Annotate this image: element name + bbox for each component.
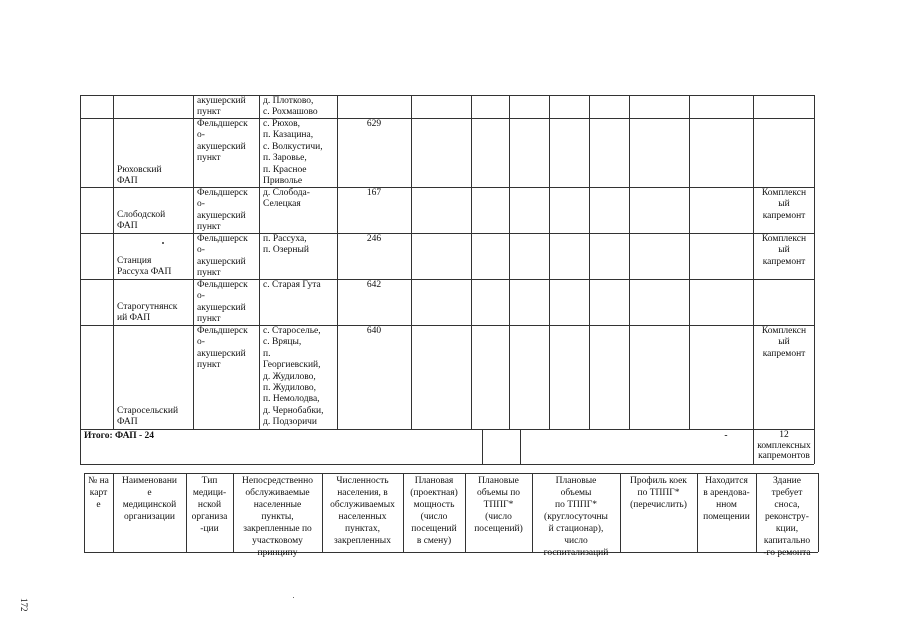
col-header-population: Численность населения, в обслуживаемых населенных пунктах, закрепленных: [330, 476, 395, 546]
facility-name: Слободской ФАП: [117, 210, 166, 232]
repair-note: Комплексн ый капремонт: [761, 326, 807, 359]
col-header-org-type: Тип медици- нской организа -ции: [191, 476, 228, 534]
population: 642: [366, 280, 382, 290]
col-header-capacity: Плановая (проектная) мощность (число посещений в смену): [410, 476, 458, 546]
facility-type: Фельдшерск о- акушерский пункт: [197, 119, 248, 164]
facility-type: Фельдшерск о- акушерский пункт: [197, 234, 248, 279]
settlements: д. Плотково, с. Рохмашово: [263, 96, 318, 118]
col-header-building-repair: Здание требует сноса, реконстру- кции, капитально -го ремонта: [763, 476, 811, 558]
col-header-rented: Находится в арендова- нном помещении: [703, 476, 750, 522]
total-dash: -: [724, 431, 728, 441]
page-number: 172: [19, 598, 29, 612]
population: 629: [366, 119, 382, 129]
col-header-bed-profile: Профиль коек по ТППГ* (перечислить): [630, 476, 687, 510]
settlements: д. Слобода- Селецкая: [263, 188, 310, 210]
settlements: с. Рюхов, п. Казацина, с. Волкустичи, п. Заровье, п. Красное Приволье: [263, 119, 323, 187]
total-label: Итого: ФАП - 24: [84, 431, 155, 441]
facility-type: Фельдшерск о- акушерский пункт: [197, 326, 248, 371]
settlements: п. Рассуха, п. Озерный: [263, 234, 309, 256]
col-header-map-number: № на карт е: [88, 476, 109, 510]
col-header-planned-hospitalizations: Плановые объемы по ТППГ* (круглосуточны й стационар), число госпитализаций: [543, 476, 609, 558]
population: 167: [366, 188, 382, 198]
facility-name: Рюховский ФАП: [117, 165, 162, 187]
facility-type: Фельдшерск о- акушерский пункт: [197, 188, 248, 233]
facility-type: акушерский пункт: [197, 96, 246, 118]
total-repair-note: 12 комплексных капремонтов: [757, 430, 811, 461]
col-header-planned-visits: Плановые объемы по ТППГ* (число посещений): [474, 476, 523, 534]
col-header-org-name: Наименовани е медицинской организации: [122, 476, 177, 522]
settlements: с. Староселье, с. Вряцы, п. Георгиевский, д. Жудилово, п. Жудилово, п. Немолодва, д. Чернобабки, д. Подзоричи: [263, 326, 324, 428]
population: 640: [366, 326, 382, 336]
facility-type: Фельдшерск о- акушерский пункт: [197, 280, 248, 325]
population: 246: [366, 234, 382, 244]
repair-note: Комплексн ый капремонт: [761, 234, 807, 267]
facility-name: Старосельский ФАП: [117, 406, 179, 428]
facility-name: Станция Рассуха ФАП: [117, 256, 172, 278]
repair-note: Комплексн ый капремонт: [761, 188, 807, 221]
settlements: с. Старая Гута: [263, 280, 321, 290]
col-header-settlements: Непосредственно обслуживаемые населенные пункты, закрепленные по участковому принципу: [242, 476, 313, 558]
facility-name: Старогутнянск ий ФАП: [117, 302, 178, 324]
